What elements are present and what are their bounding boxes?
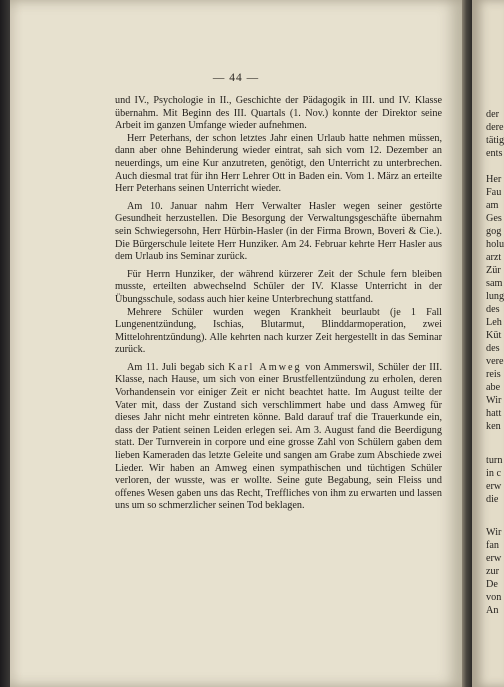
next-page-fragment: holu bbox=[486, 239, 504, 250]
next-page-fragment: An bbox=[486, 605, 499, 616]
next-page-fragment: reis bbox=[486, 369, 501, 380]
paragraph: Für Herrn Hunziker, der während kürzerer Zeit der Schule fern bleiben musste, erteilten abwechselnd Schüler der IV. Klasse Unterricht in der Übungsschule, sodass auch hier keine Unterbrechung stattfand. bbox=[115, 268, 442, 305]
next-page-edge bbox=[472, 0, 504, 687]
next-page-fragment: Fau bbox=[486, 187, 502, 198]
next-page-fragment: gog bbox=[486, 226, 502, 237]
next-page-fragment: von bbox=[486, 592, 502, 603]
next-page-fragment: fan bbox=[486, 540, 500, 551]
next-page-fragment: Ges bbox=[486, 213, 502, 224]
next-page-fragment: zur bbox=[486, 566, 500, 577]
next-page-fragment: Küt bbox=[486, 330, 502, 341]
next-page-fragment: der bbox=[486, 109, 500, 120]
book-page bbox=[10, 0, 462, 687]
next-page-fragment: Wir bbox=[486, 395, 502, 406]
next-page-fragment: abe bbox=[486, 382, 501, 393]
paragraph: und IV., Psychologie in II., Geschichte der Pädagogik in III. und IV. Klasse übernahm. Mit Beginn des III. Quartals (1. Nov.) konnte der Direktor seine Arbeit im ganzen Umfange wieder aufnehmen. bbox=[115, 95, 442, 132]
next-page-fragment: vere bbox=[486, 356, 504, 367]
next-page-fragment: lung bbox=[486, 291, 504, 302]
next-page-fragment: am bbox=[486, 200, 499, 211]
next-page-fragment: turn bbox=[486, 455, 503, 466]
paragraph: Herr Peterhans, der schon letztes Jahr einen Urlaub hatte nehmen müssen, dann aber ohne Behinderung wieder eintrat, sah sich vom 12. Dezember an neuerdings, um eine Kur anzutreten, genötigt, den Unterricht zu unterbrechen. Auch diesmal trat für ihn Herr Lehrer Ott in Baden ein. Vom 1. März an erteilte Herr Peterhans seinen Unterricht wieder. bbox=[115, 132, 442, 195]
next-page-fragment: arzt bbox=[486, 252, 502, 263]
next-page-fragment: des bbox=[486, 343, 500, 354]
next-page-fragment: Leh bbox=[486, 317, 502, 328]
next-page-fragment: Wir bbox=[486, 527, 502, 538]
next-page-fragment: in c bbox=[486, 468, 501, 479]
next-page-fragment: dere bbox=[486, 122, 504, 133]
paragraph-text: von Ammerswil, Schüler der III. Klasse, nach Hause, um sich von einer Brustfellentzündung zu erholen, deren Vorhandensein vor einiger Zeit er nicht beachtet hatte. Im August teilte der Vater mit, dass der Zustand sich verschlimmert habe und dass Amweg für dieses Jahr nicht mehr eintreten könne. Bald darauf traf die Trauerkunde ein, dass der Patient seinen Leiden erlegen sei. Am 3. August fand die Beerdigung statt. Der Turnverein in corpore und eine grosse Zahl von Schülern gaben dem lieben Kameraden das letzte Geleite und sangen am Grabe zum Abschiede zwei Lieder. Wir haben an Amweg einen sympathischen und tüchtigen Schüler verloren, der wusste, was er wollte. Seine gute Begabung, sein Fleiss und offenes Wesen gaben uns das Recht, Treffliches von ihm zu erwarten und lassen uns um so schmerzlicher seinen Tod beklagen. bbox=[115, 361, 442, 512]
next-page-fragment: ents bbox=[486, 148, 503, 159]
next-page-fragment: hatt bbox=[486, 408, 502, 419]
next-page-fragment: ken bbox=[486, 421, 501, 432]
next-page-fragment: sam bbox=[486, 278, 503, 289]
next-page-fragment: erw bbox=[486, 553, 502, 564]
paragraph: Mehrere Schüler wurden wegen Krankheit beurlaubt (je 1 Fall Lungenentzündung, Ischias, Blutarmut, Blinddarmoperation, zwei Mittelohrentzündung). Alle kehrten nach kurzer Zeit hergestellt in das Seminar zurück. bbox=[115, 306, 442, 356]
next-page-fragment: De bbox=[486, 579, 498, 590]
book-gutter bbox=[462, 0, 472, 687]
next-page-fragment: Zür bbox=[486, 265, 501, 276]
paragraph bbox=[115, 362, 442, 513]
paragraph: Am 10. Januar nahm Herr Verwalter Hasler wegen seiner gestörte Gesundheit herzustellen. Die Besorgung der Verwaltungsgeschäfte übernahm sein Schwiegersohn, Herr Hürbin-Hasler (in der Firma Brown, Boveri & Cie.). Die Bürgerschule leitete Herr Hunziker. Am 24. Februar kehrte Herr Hasler aus dem Urlaub ins Seminar zurück. bbox=[115, 200, 442, 263]
page-number: — 44 — bbox=[212, 72, 260, 84]
next-page-fragment: Her bbox=[486, 174, 502, 185]
next-page-fragment: erw bbox=[486, 481, 502, 492]
scan-left-edge bbox=[0, 0, 10, 687]
next-page-fragment: des bbox=[486, 304, 500, 315]
next-page-fragment: die bbox=[486, 494, 499, 505]
student-name: Karl Amweg bbox=[228, 361, 302, 373]
next-page-fragment: tätig bbox=[486, 135, 504, 146]
body-text bbox=[115, 95, 442, 513]
paragraph-text: Am 11. Juli begab sich bbox=[127, 361, 229, 373]
